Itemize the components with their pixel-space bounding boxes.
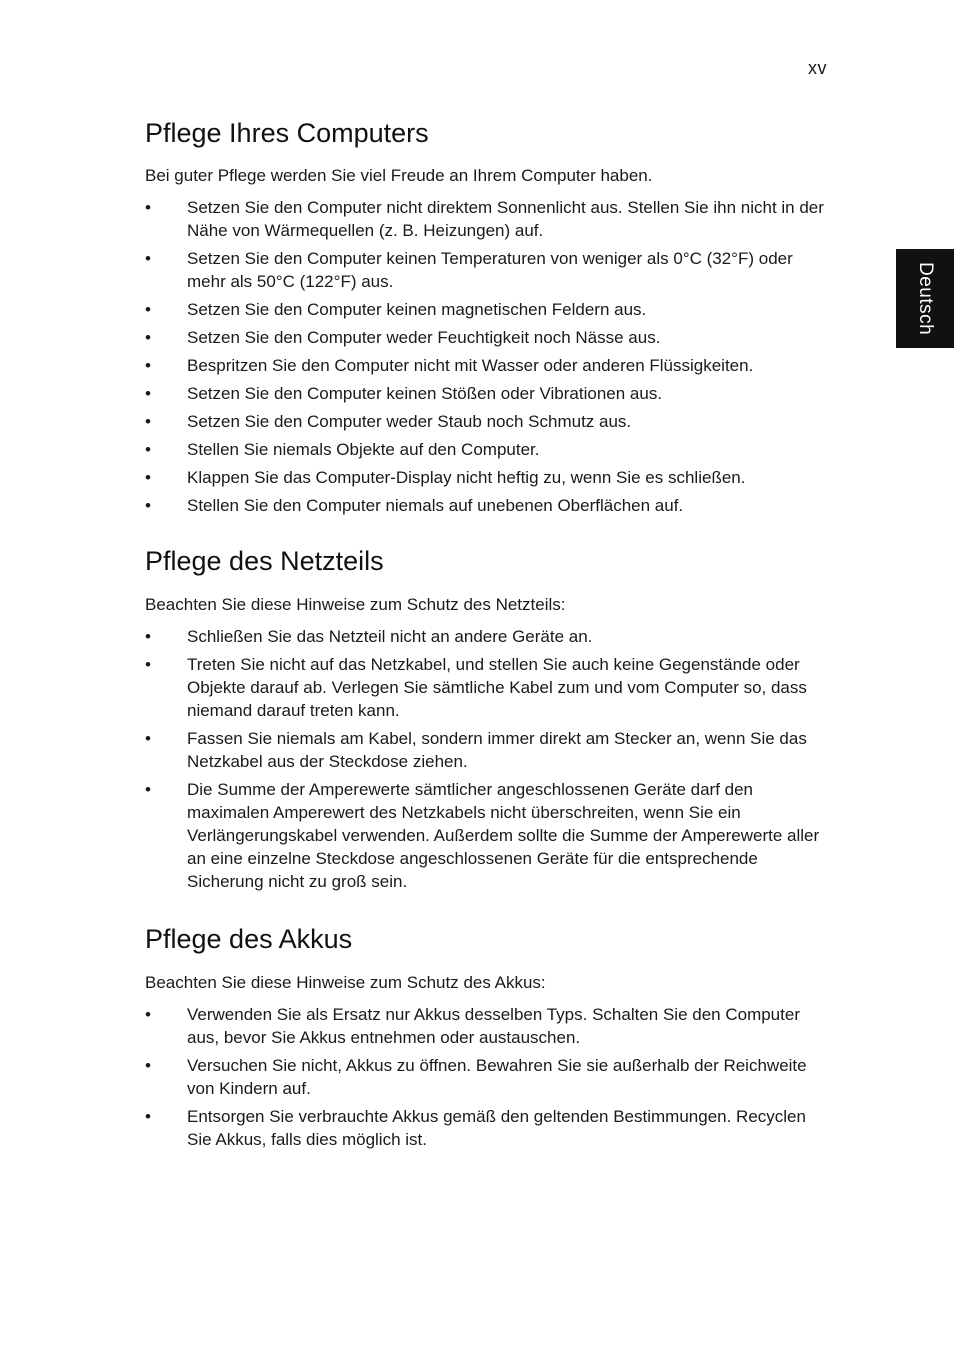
list-item: • Stellen Sie niemals Objekte auf den Computer. [145, 438, 835, 461]
list-item: • Fassen Sie niemals am Kabel, sondern immer direkt am Stecker an, wenn Sie das Netzkabel aus der Steckdose ziehen. [145, 727, 835, 773]
page-number: xv [808, 58, 827, 78]
list-item: • Schließen Sie das Netzteil nicht an andere Geräte an. [145, 625, 835, 648]
list-item: • Stellen Sie den Computer niemals auf unebenen Oberflächen auf. [145, 494, 835, 517]
section-title: Pflege Ihres Computers [145, 118, 429, 148]
list-item: • Setzen Sie den Computer nicht direktem Sonnenlicht aus. Stellen Sie ihn nicht in der Nähe von Wärmequellen (z. B. Heizungen) auf. [145, 196, 835, 242]
list-item: • Klappen Sie das Computer-Display nicht heftig zu, wenn Sie es schließen. [145, 466, 835, 489]
language-tab [896, 249, 954, 348]
list-item: • Setzen Sie den Computer keinen magnetischen Feldern aus. [145, 298, 835, 321]
section-computer-care [145, 116, 835, 517]
list-item: • Bespritzen Sie den Computer nicht mit Wasser oder anderen Flüssigkeiten. [145, 354, 835, 377]
section-battery-care [145, 922, 835, 1151]
section-intro: Beachten Sie diese Hinweise zum Schutz des Akkus: [145, 973, 546, 992]
list-item: • Setzen Sie den Computer keinen Stößen oder Vibrationen aus. [145, 382, 835, 405]
section-power-adapter-care [145, 544, 835, 893]
bullet-list [145, 1003, 835, 1151]
list-item: • Verwenden Sie als Ersatz nur Akkus desselben Typs. Schalten Sie den Computer aus, bevor Sie Akkus entnehmen oder austauschen. [145, 1003, 835, 1049]
language-tab-label: Deutsch [915, 261, 936, 336]
section-intro: Bei guter Pflege werden Sie viel Freude an Ihrem Computer haben. [145, 166, 653, 185]
list-item: • Entsorgen Sie verbrauchte Akkus gemäß den geltenden Bestimmungen. Recyclen Sie Akkus, falls dies möglich ist. [145, 1105, 835, 1151]
bullet-list [145, 196, 835, 517]
list-item: • Setzen Sie den Computer weder Staub noch Schmutz aus. [145, 410, 835, 433]
list-item: • Treten Sie nicht auf das Netzkabel, und stellen Sie auch keine Gegenstände oder Objekte darauf ab. Verlegen Sie sämtliche Kabel zum und vom Computer so, dass niemand darauf treten kann. [145, 653, 835, 722]
bullet-list [145, 625, 835, 893]
section-title: Pflege des Akkus [145, 924, 353, 954]
list-item: • Versuchen Sie nicht, Akkus zu öffnen. Bewahren Sie sie außerhalb der Reichweite von Kindern auf. [145, 1054, 835, 1100]
section-title: Pflege des Netzteils [145, 546, 384, 576]
list-item: • Setzen Sie den Computer weder Feuchtigkeit noch Nässe aus. [145, 326, 835, 349]
list-item: • Die Summe der Amperewerte sämtlicher angeschlossenen Geräte darf den maximalen Amperewert des Netzkabels nicht überschreiten, wenn Sie ein Verlängerungskabel verwenden. Außerdem sollte die Summe der Amperewerte aller an eine einzelne Steckdose angeschlossenen Geräte für die entsprechende Sicherung nicht zu groß sein. [145, 778, 835, 893]
list-item: • Setzen Sie den Computer keinen Temperaturen von weniger als 0°C (32°F) oder mehr als 50°C (122°F) aus. [145, 247, 835, 293]
section-intro: Beachten Sie diese Hinweise zum Schutz des Netzteils: [145, 595, 566, 614]
